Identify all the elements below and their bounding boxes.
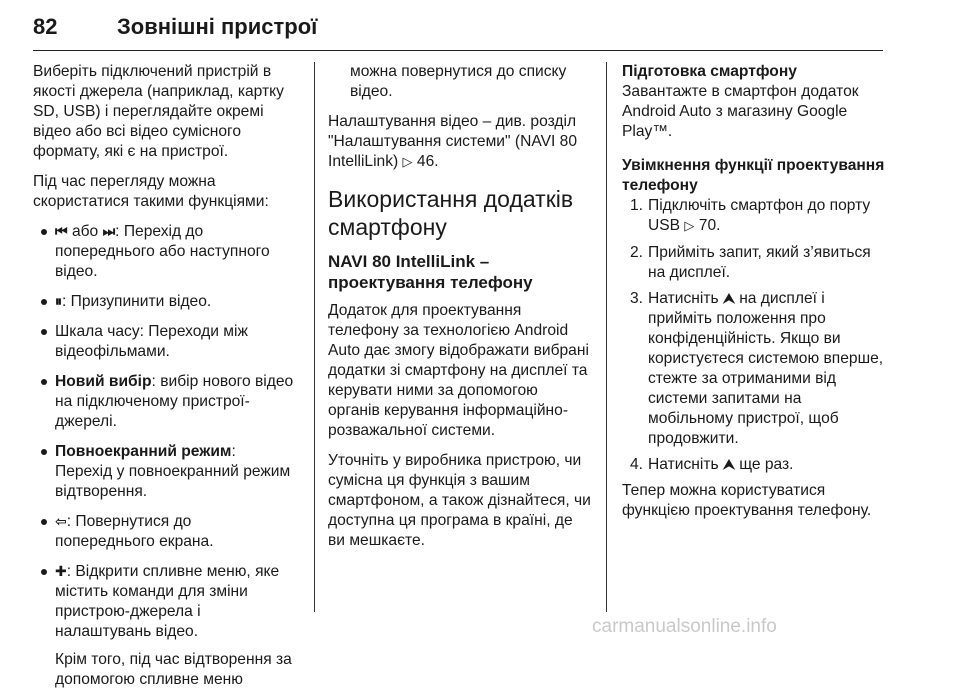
subsection-title: Увімкнення функції проектування телефону bbox=[622, 157, 885, 194]
list-item: Шкала часу: Переходи між відеофільмами. bbox=[33, 322, 295, 362]
chevron-up-icon: ⮝ bbox=[722, 457, 735, 473]
page-ref-link[interactable]: 46. bbox=[416, 153, 439, 170]
list-continuation: Крім того, під час відтворення за допомогою спливне меню bbox=[55, 651, 292, 688]
page-ref-icon: ▷ bbox=[684, 219, 695, 234]
column-2 bbox=[328, 62, 591, 561]
column-3 bbox=[622, 62, 890, 531]
pause-icon: ⏸ bbox=[55, 294, 62, 310]
column-divider bbox=[606, 62, 607, 612]
paragraph: Завантажте в смартфон додаток Android Auto з магазину Google Play™. bbox=[622, 83, 859, 140]
page-ref-link[interactable]: 70. bbox=[698, 217, 721, 234]
list-item: Новий вибір: вибір нового відео на підключеному пристрої-джерелі. bbox=[33, 372, 295, 432]
list-item: 2. Прийміть запит, який з’явиться на дисплеї. bbox=[630, 244, 871, 281]
chevron-up-icon: ⮝ bbox=[722, 291, 735, 307]
page-title: Зовнішні пристрої bbox=[117, 14, 318, 39]
skip-previous-icon: ⏮ bbox=[55, 224, 68, 240]
page-header bbox=[33, 8, 883, 51]
paragraph: Тепер можна користуватися функцією проектування телефону. bbox=[622, 482, 872, 519]
column-1 bbox=[33, 62, 295, 700]
subsection-title: Підготовка смартфону bbox=[622, 63, 797, 80]
list-item: ⇦: Повернутися до попереднього екрана. bbox=[33, 512, 295, 552]
page-ref-icon: ▷ bbox=[402, 155, 413, 170]
page-number: 82 bbox=[33, 14, 58, 39]
list-item: 1. Підключіть смартфон до порту USB ▷ 70. bbox=[630, 197, 871, 234]
paragraph: Додаток для проектування телефону за технологією Android Auto дає змогу відображати вибрані додатки зі смартфону на дисплеї та керувати ними за допомогою органів керування інформаційно-розважальної системи. bbox=[328, 302, 589, 439]
list-item: 3. Натисніть ⮝ на дисплеї і прийміть положення про конфіденційність. Якщо ви користуєтеся системою вперше, стежте за отриманими від системи запитами на мобільному пристрої, щоб продовжити. bbox=[630, 290, 884, 447]
settings-reference: Налаштування відео – див. розділ "Налаштування системи" (NAVI 80 IntelliLink) ▷ 46. bbox=[328, 113, 577, 170]
subsection-heading: NAVI 80 IntelliLink – проектування телефону bbox=[328, 252, 533, 292]
list-item: ✚: Відкрити спливне меню, яке містить команди для зміни пристрою-джерела і налаштувань відео. bbox=[33, 562, 295, 642]
watermark: carmanualsonline.info bbox=[592, 616, 777, 637]
section-heading: Використання додатків смартфону bbox=[328, 186, 574, 240]
column-divider bbox=[314, 62, 315, 612]
skip-next-icon: ⏭ bbox=[102, 224, 116, 240]
intro-paragraph: Виберіть підключений пристрій в якості джерела (наприклад, картку SD, USB) і переглядайте окремі відео або всі відео сумісного формату, які є на пристрої. bbox=[33, 63, 284, 160]
function-list bbox=[33, 222, 295, 642]
back-arrow-icon: ⇦ bbox=[55, 514, 67, 530]
list-item: 4. Натисніть ⮝ ще раз. bbox=[630, 456, 794, 473]
continued-text: можна повернутися до списку відео. bbox=[350, 63, 567, 100]
intro-paragraph-2: Під час перегляду можна скористатися такими функціями: bbox=[33, 173, 269, 210]
paragraph: Уточніть у виробника пристрою, чи сумісна ця функція з вашим смартфоном, а також дізнайтеся, чи доступна ця програма в країні, де ви мешкаєте. bbox=[328, 452, 591, 549]
steps-list bbox=[622, 196, 890, 475]
plus-icon: ✚ bbox=[55, 564, 67, 580]
list-item: ⏮ або ⏭: Перехід до попереднього або наступного відео. bbox=[33, 222, 295, 282]
list-item: Повноекранний режим: Перехід у повноекранний режим відтворення. bbox=[33, 442, 295, 502]
list-item: ⏸: Призупинити відео. bbox=[33, 292, 295, 312]
